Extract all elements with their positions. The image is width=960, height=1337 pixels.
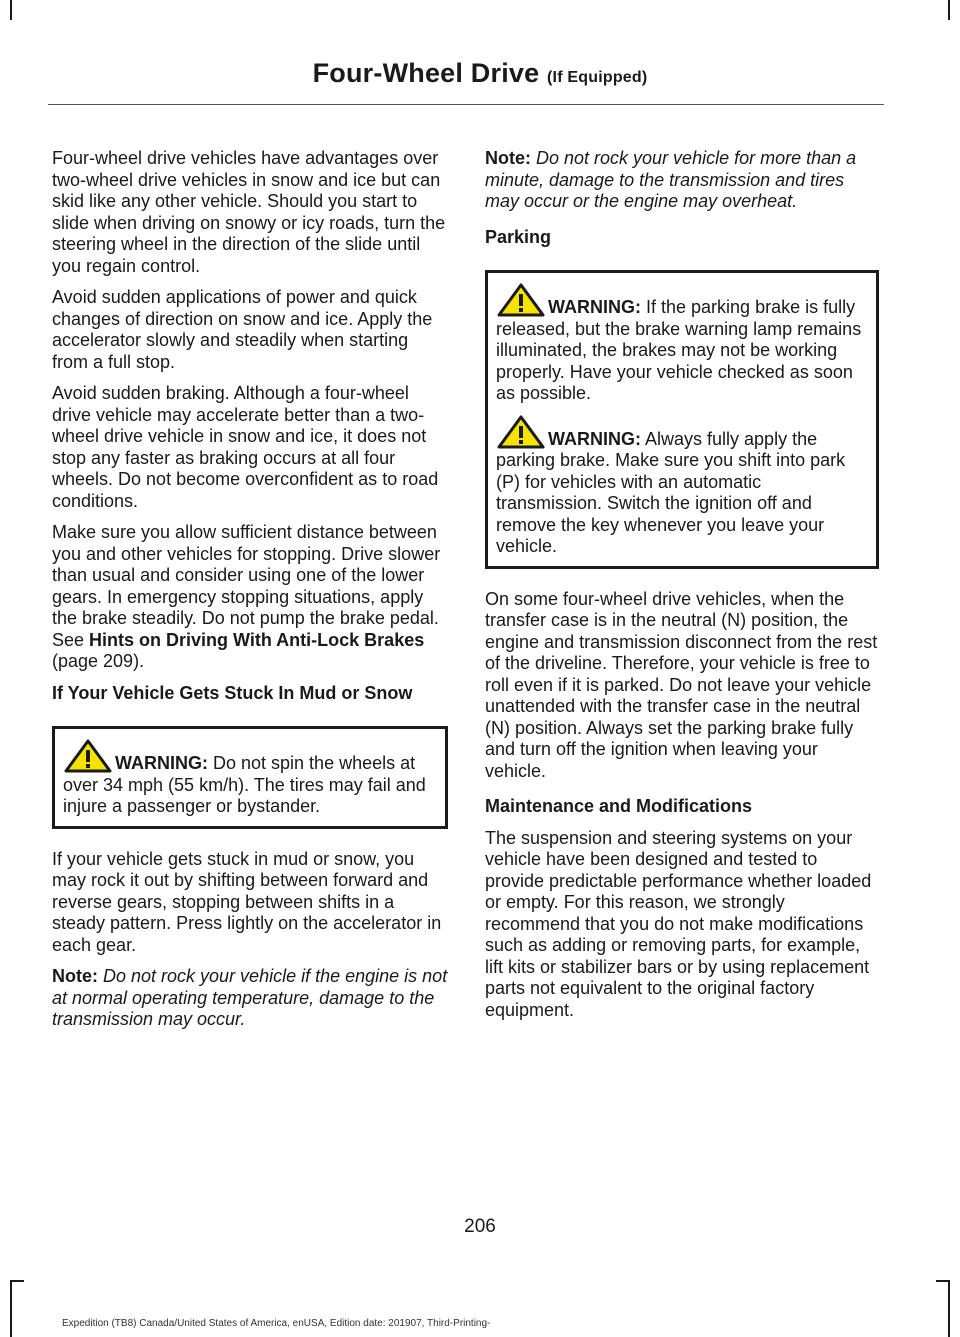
warning-text: Always fully apply the parking brake. Make sure you shift into park (P) for vehicles with an automatic transmission. Switch the ignition off and remove the key whenever you leave your vehicle. bbox=[496, 428, 846, 556]
heading-maintenance: Maintenance and Modifications bbox=[485, 796, 753, 816]
right-column bbox=[485, 148, 879, 1031]
header-subtitle: (If Equipped) bbox=[547, 69, 648, 86]
warning-paragraph-apply-brake bbox=[496, 415, 868, 558]
header-divider bbox=[48, 104, 884, 105]
note-text: Do not rock your vehicle if the engine is not at normal operating temperature, damage to the transmission may occur. bbox=[52, 966, 448, 1029]
warning-label: WARNING: bbox=[548, 297, 641, 317]
paragraph-distance bbox=[52, 522, 448, 673]
header-title: Four-Wheel Drive bbox=[312, 58, 540, 88]
warning-paragraph bbox=[63, 739, 437, 818]
note-label: Note: bbox=[52, 966, 98, 986]
warning-triangle-icon bbox=[63, 739, 113, 773]
paragraph-skid: Four-wheel drive vehicles have advantages over two-wheel drive vehicles in snow and ice but can skid like any other vehicle. Should you start to slide when driving on snowy or icy roads, turn the steering wheel in the direction of the slide until you regain control. bbox=[52, 148, 446, 276]
crop-mark-bottom-left-h bbox=[10, 1280, 24, 1282]
page-number: 206 bbox=[464, 1216, 496, 1237]
crop-mark-top-left bbox=[10, 0, 12, 20]
heading-stuck-mud-snow: If Your Vehicle Gets Stuck In Mud or Snow bbox=[52, 682, 413, 703]
paragraph-rock-out: If your vehicle gets stuck in mud or snow, you may rock it out by shifting between forward and reverse gears, stopping between shifts in a steady pattern. Press lightly on the accelerator in each gear. bbox=[52, 848, 442, 955]
note-text: Do not rock your vehicle for more than a minute, damage to the transmission and tires may occur or the engine may overheat. bbox=[485, 148, 857, 211]
footer-edition: Expedition (TB8) Canada/United States of America, enUSA, Edition date: 201907, Third-Printing- bbox=[62, 1318, 491, 1329]
heading-parking: Parking bbox=[485, 226, 552, 247]
paragraph-transfer-case: On some four-wheel drive vehicles, when the transfer case is in the neutral (N) position, the engine and transmission disconnect from the rest of the driveline. Therefore, your vehicle is free to roll even if it is parked. Do not leave your vehicle unattended with the transfer case in the neutral (N) position. Always set the parking brake fully and turn off the ignition when leaving your vehicle. bbox=[485, 588, 878, 781]
warning-label: WARNING: bbox=[548, 428, 641, 449]
left-column bbox=[52, 148, 448, 1041]
crop-mark-bottom-left bbox=[10, 1280, 12, 1337]
crop-mark-bottom-right-h bbox=[936, 1280, 950, 1282]
warning-text: Do not spin the wheels at over 34 mph (55 km/h). The tires may fail and injure a passenger or bystander. bbox=[63, 753, 426, 816]
crop-mark-bottom-right bbox=[948, 1280, 950, 1337]
paragraph-avoid-braking: Avoid sudden braking. Although a four-wheel drive vehicle may accelerate better than a two-wheel drive vehicle in snow and ice, it does not stop any faster as braking occurs at all four wheels. Do not become overconfident as to road conditions. bbox=[52, 383, 439, 511]
page-header bbox=[0, 58, 960, 89]
warning-triangle-icon bbox=[496, 415, 546, 449]
paragraph-suspension: The suspension and steering systems on your vehicle have been designed and tested to provide predictable performance whether loaded or empty. For this reason, we strongly recommend that you do not make modifications such as adding or removing parts, for example, lift kits or stabilizer bars or by using replacement parts not equivalent to the original factory equipment. bbox=[485, 827, 872, 1020]
page-reference: (page 209). bbox=[52, 651, 145, 671]
warning-box-spin-wheels bbox=[52, 726, 448, 829]
warning-label: WARNING: bbox=[115, 753, 208, 773]
note-rock-minute bbox=[485, 148, 879, 213]
note-label: Note: bbox=[485, 148, 531, 168]
warning-text: If the parking brake is fully released, but the brake warning lamp remains illuminated, the brakes may not be working properly. Have your vehicle checked as soon as possible. bbox=[496, 297, 862, 403]
paragraph-avoid-power: Avoid sudden applications of power and quick changes of direction on snow and ice. Apply the accelerator slowly and steadily when starting from a full stop. bbox=[52, 287, 433, 372]
warning-paragraph-brake-lamp bbox=[496, 283, 868, 405]
paragraph-distance-text: Make sure you allow sufficient distance between you and other vehicles for stopping. Drive slower than usual and consider using one of the lower gears. In emergency stopping situations, apply the brake steadily. Do not pump the brake pedal. See bbox=[52, 522, 441, 650]
warning-box-parking bbox=[485, 270, 879, 569]
note-operating-temperature bbox=[52, 966, 448, 1031]
warning-triangle-icon bbox=[496, 283, 546, 317]
crop-mark-top-right bbox=[948, 0, 950, 20]
link-hints-anti-lock-brakes[interactable]: Hints on Driving With Anti-Lock Brakes bbox=[89, 629, 425, 650]
